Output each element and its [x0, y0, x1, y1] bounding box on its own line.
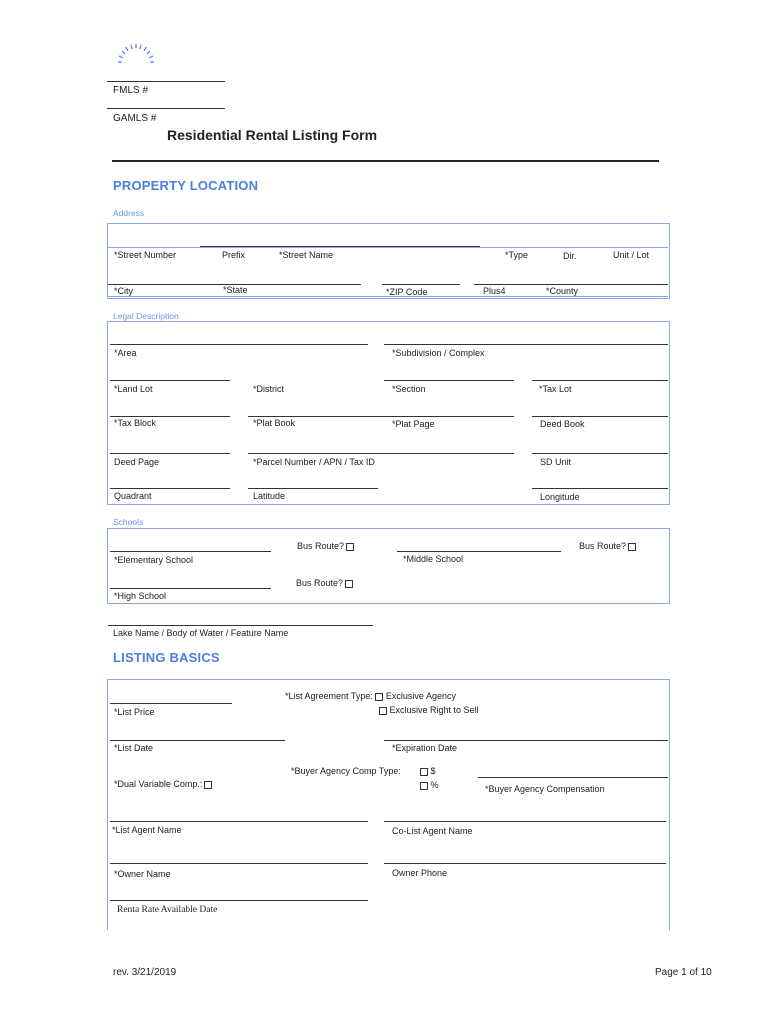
- exclusive-agency-option[interactable]: Exclusive Agency: [385, 691, 456, 701]
- address-label: Address: [113, 208, 145, 218]
- gamls-label: GAMLS #: [113, 113, 157, 124]
- street-number-field[interactable]: *Street Number: [114, 250, 177, 260]
- exclusive-right-option[interactable]: Exclusive Right to Sell: [379, 705, 479, 715]
- buyer-agency-compensation-field[interactable]: *Buyer Agency Compensation: [485, 784, 605, 794]
- unit-lot-field[interactable]: Unit / Lot: [613, 250, 650, 260]
- street-name-field[interactable]: *Street Name: [279, 250, 334, 260]
- list-price-field[interactable]: *List Price: [114, 707, 155, 717]
- bus-route-high-checkbox[interactable]: [345, 580, 353, 588]
- bus-route-middle-checkbox[interactable]: [628, 543, 636, 551]
- page-number: Page 1 of 10: [655, 967, 712, 978]
- comp-dollar-checkbox[interactable]: [420, 768, 428, 776]
- plus4-field[interactable]: Plus4: [483, 286, 506, 296]
- subdivision-field[interactable]: *Subdivision / Complex: [392, 348, 485, 358]
- bus-route-elementary[interactable]: Bus Route?: [297, 541, 354, 551]
- plat-book-field[interactable]: *Plat Book: [253, 418, 296, 428]
- deed-page-field[interactable]: Deed Page: [114, 457, 160, 467]
- bus-route-high[interactable]: Bus Route?: [296, 578, 353, 588]
- comp-percent-checkbox[interactable]: [420, 782, 428, 790]
- deed-book-field[interactable]: Deed Book: [540, 419, 585, 429]
- plat-page-field[interactable]: *Plat Page: [392, 419, 435, 429]
- high-school-field[interactable]: *High School: [114, 591, 167, 601]
- exclusive-agency-checkbox[interactable]: [375, 693, 383, 701]
- middle-school-field[interactable]: *Middle School: [403, 554, 464, 564]
- schools-box: [107, 528, 670, 604]
- comp-percent-option[interactable]: %: [420, 780, 439, 790]
- fmls-label: FMLS #: [113, 85, 149, 96]
- legal-description-box: [107, 321, 670, 505]
- dir-field[interactable]: Dir.: [563, 251, 577, 261]
- dual-variable-comp-field[interactable]: *Dual Variable Comp.:: [114, 779, 212, 789]
- area-field[interactable]: *Area: [114, 348, 137, 358]
- owner-phone-field[interactable]: Owner Phone: [392, 868, 448, 878]
- bus-route-middle[interactable]: Bus Route?: [579, 541, 636, 551]
- owner-name-field[interactable]: *Owner Name: [114, 869, 171, 879]
- list-agent-name-field[interactable]: *List Agent Name: [112, 825, 182, 835]
- prefix-field[interactable]: Prefix: [222, 250, 246, 260]
- listing-basics-heading: LISTING BASICS: [113, 650, 220, 665]
- list-agreement-type-label: *List Agreement Type: Exclusive Agency: [285, 691, 456, 701]
- renta-rate-available-date-field[interactable]: Renta Rate Available Date: [117, 905, 218, 915]
- quadrant-field[interactable]: Quadrant: [114, 491, 152, 501]
- property-location-heading: PROPERTY LOCATION: [113, 178, 259, 193]
- tax-lot-field[interactable]: *Tax Lot: [539, 384, 572, 394]
- revision-date: rev. 3/21/2019: [113, 967, 177, 978]
- dual-variable-checkbox[interactable]: [204, 781, 212, 789]
- expiration-date-field[interactable]: *Expiration Date: [392, 743, 458, 753]
- type-field[interactable]: *Type: [505, 250, 529, 260]
- longitude-field[interactable]: Longitude: [540, 492, 580, 502]
- land-lot-field[interactable]: *Land Lot: [114, 384, 153, 394]
- bus-route-elementary-checkbox[interactable]: [346, 543, 354, 551]
- list-date-field[interactable]: *List Date: [114, 743, 154, 753]
- lake-name-field[interactable]: Lake Name / Body of Water / Feature Name: [113, 628, 289, 638]
- comp-dollar-option[interactable]: $: [420, 766, 436, 776]
- sunrise-logo-icon: [114, 40, 164, 70]
- section-field[interactable]: *Section: [392, 384, 426, 394]
- district-field[interactable]: *District: [253, 384, 284, 394]
- legal-description-label: Legal Description: [113, 311, 179, 321]
- co-list-agent-name-field[interactable]: Co-List Agent Name: [392, 826, 473, 836]
- buyer-agency-comp-type-label: *Buyer Agency Comp Type:: [291, 766, 401, 776]
- tax-block-field[interactable]: *Tax Block: [114, 418, 157, 428]
- elementary-school-field[interactable]: *Elementary School: [114, 555, 194, 565]
- zip-field[interactable]: *ZIP Code: [386, 287, 428, 297]
- schools-label: Schools: [113, 517, 144, 527]
- parcel-number-field[interactable]: *Parcel Number / APN / Tax ID: [253, 457, 375, 467]
- sd-unit-field[interactable]: SD Unit: [540, 457, 572, 467]
- city-field[interactable]: *City: [114, 286, 134, 296]
- latitude-field[interactable]: Latitude: [253, 491, 286, 501]
- form-title: Residential Rental Listing Form: [167, 127, 378, 143]
- county-field[interactable]: *County: [546, 286, 579, 296]
- listing-basics-box: [107, 679, 670, 930]
- exclusive-right-checkbox[interactable]: [379, 707, 387, 715]
- state-field[interactable]: *State: [223, 285, 248, 295]
